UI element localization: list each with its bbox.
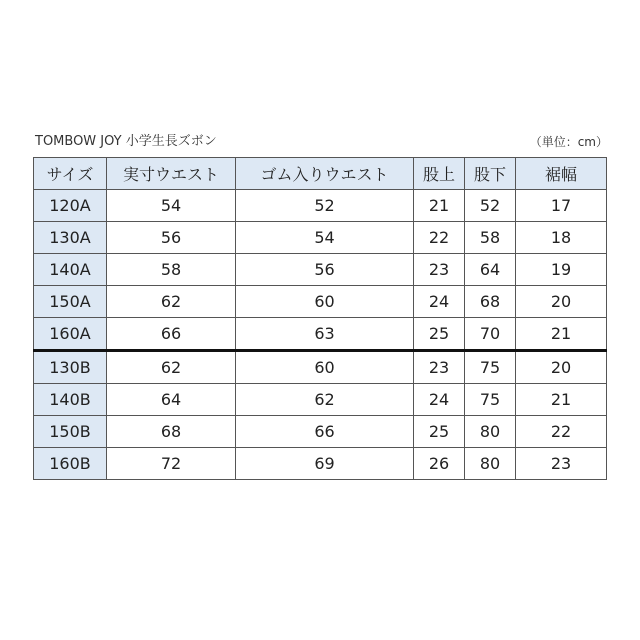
table-title: TOMBOW JOY 小学生長ズボン: [35, 134, 217, 149]
size-table: [33, 157, 607, 480]
inseam-cell: 52: [465, 190, 516, 222]
size-cell: 130B: [34, 351, 107, 384]
unit-label: （単位：cm）: [529, 135, 608, 149]
elastic-waist-cell: 56: [236, 254, 414, 286]
size-cell: 160A: [34, 318, 107, 351]
table-row: [34, 384, 607, 416]
actual-waist-cell: 62: [107, 286, 236, 318]
table-row: [34, 286, 607, 318]
inseam-cell: 80: [465, 416, 516, 448]
rise-cell: 26: [414, 448, 465, 480]
rise-cell: 22: [414, 222, 465, 254]
rise-cell: 24: [414, 384, 465, 416]
size-cell: 160B: [34, 448, 107, 480]
elastic-waist-cell: 63: [236, 318, 414, 351]
table-row: [34, 254, 607, 286]
table-row: [34, 190, 607, 222]
actual-waist-cell: 66: [107, 318, 236, 351]
size-cell: 130A: [34, 222, 107, 254]
header-inseam: 股下: [465, 158, 516, 190]
header-row: [34, 158, 607, 190]
header-elastic-waist: ゴム入りウエスト: [236, 158, 414, 190]
elastic-waist-cell: 54: [236, 222, 414, 254]
inseam-cell: 75: [465, 384, 516, 416]
table-row: [34, 448, 607, 480]
elastic-waist-cell: 66: [236, 416, 414, 448]
elastic-waist-cell: 62: [236, 384, 414, 416]
actual-waist-cell: 72: [107, 448, 236, 480]
actual-waist-cell: 54: [107, 190, 236, 222]
inseam-cell: 58: [465, 222, 516, 254]
table-row: [34, 351, 607, 384]
hem-width-cell: 22: [516, 416, 607, 448]
rise-cell: 25: [414, 318, 465, 351]
size-cell: 140B: [34, 384, 107, 416]
hem-width-cell: 20: [516, 286, 607, 318]
actual-waist-cell: 58: [107, 254, 236, 286]
hem-width-cell: 19: [516, 254, 607, 286]
inseam-cell: 64: [465, 254, 516, 286]
inseam-cell: 75: [465, 351, 516, 384]
hem-width-cell: 17: [516, 190, 607, 222]
header-size: サイズ: [34, 158, 107, 190]
hem-width-cell: 23: [516, 448, 607, 480]
rise-cell: 23: [414, 254, 465, 286]
table-row: [34, 222, 607, 254]
rise-cell: 23: [414, 351, 465, 384]
hem-width-cell: 20: [516, 351, 607, 384]
actual-waist-cell: 68: [107, 416, 236, 448]
inseam-cell: 70: [465, 318, 516, 351]
hem-width-cell: 21: [516, 318, 607, 351]
hem-width-cell: 21: [516, 384, 607, 416]
inseam-cell: 68: [465, 286, 516, 318]
actual-waist-cell: 56: [107, 222, 236, 254]
rise-cell: 25: [414, 416, 465, 448]
table-row: [34, 318, 607, 351]
elastic-waist-cell: 60: [236, 286, 414, 318]
hem-width-cell: 18: [516, 222, 607, 254]
elastic-waist-cell: 52: [236, 190, 414, 222]
actual-waist-cell: 62: [107, 351, 236, 384]
elastic-waist-cell: 69: [236, 448, 414, 480]
actual-waist-cell: 64: [107, 384, 236, 416]
inseam-cell: 80: [465, 448, 516, 480]
size-cell: 120A: [34, 190, 107, 222]
rise-cell: 21: [414, 190, 465, 222]
header-rise: 股上: [414, 158, 465, 190]
elastic-waist-cell: 60: [236, 351, 414, 384]
header-actual-waist: 実寸ウエスト: [107, 158, 236, 190]
size-cell: 140A: [34, 254, 107, 286]
header-hem-width: 裾幅: [516, 158, 607, 190]
rise-cell: 24: [414, 286, 465, 318]
size-cell: 150B: [34, 416, 107, 448]
size-cell: 150A: [34, 286, 107, 318]
table-row: [34, 416, 607, 448]
